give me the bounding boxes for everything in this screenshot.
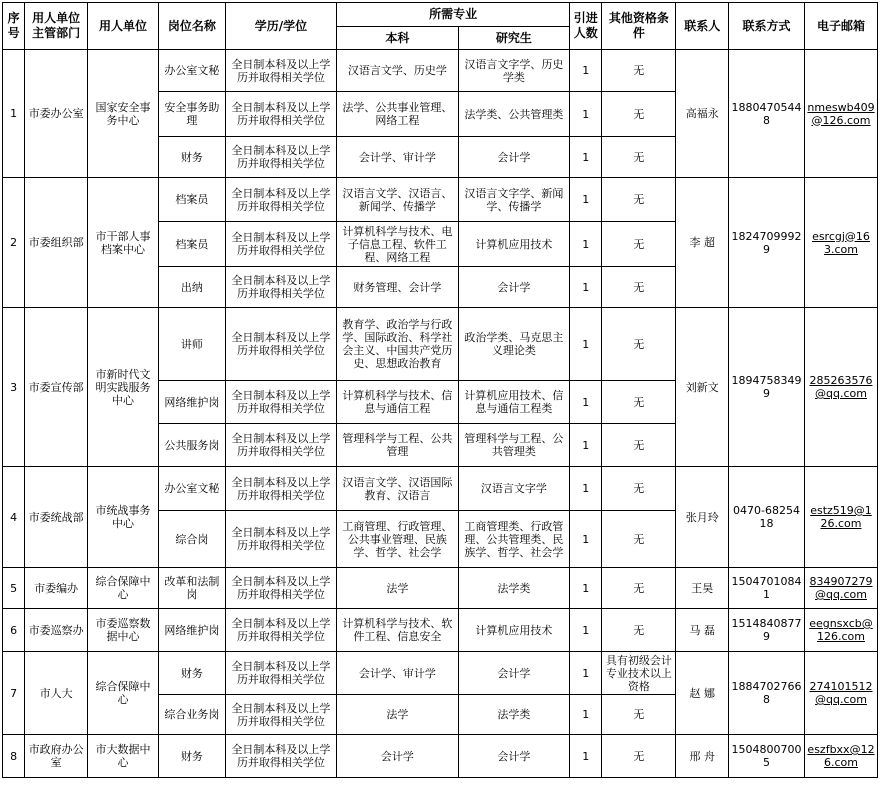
other-requirement-cell: 无 [602,267,676,308]
email-cell [805,652,878,735]
contact-person-cell: 高福永 [676,50,729,178]
postgrad-major-cell: 会计学 [458,652,569,695]
email-link[interactable]: eegnsxcb@126.com [809,617,873,643]
email-link[interactable]: 274101512@qq.com [809,680,873,706]
email-link[interactable]: estz519@126.com [810,504,872,530]
position-cell: 综合业务岗 [158,695,225,735]
other-requirement-cell: 无 [602,137,676,178]
other-requirement-cell: 无 [602,92,676,137]
email-link[interactable]: 834907279@qq.com [809,575,873,601]
education-cell: 全日制本科及以上学历并取得相关学位 [225,695,336,735]
table-body [3,50,878,778]
email-cell [805,568,878,609]
education-cell: 全日制本科及以上学历并取得相关学位 [225,735,336,778]
count-cell: 1 [570,92,602,137]
count-cell: 1 [570,222,602,267]
contact-person-cell: 王昊 [676,568,729,609]
other-requirement-cell: 无 [602,511,676,568]
header-contact: 联系人 [676,3,729,50]
seq-cell: 5 [3,568,25,609]
postgrad-major-cell: 会计学 [458,267,569,308]
dept-cell: 市委宣传部 [25,308,88,467]
email-cell [805,467,878,568]
postgrad-major-cell: 管理科学与工程、公共管理类 [458,424,569,467]
position-cell: 财务 [158,735,225,778]
unit-cell: 市干部人事档案中心 [88,178,159,308]
undergrad-major-cell: 汉语言文学、汉语言、新闻学、传播学 [337,178,459,222]
other-requirement-cell: 无 [602,467,676,511]
phone-cell: 18804705448 [729,50,805,178]
unit-cell: 综合保障中心 [88,568,159,609]
education-cell: 全日制本科及以上学历并取得相关学位 [225,652,336,695]
table-row [3,308,878,381]
undergrad-major-cell: 会计学、审计学 [337,137,459,178]
postgrad-major-cell: 计算机应用技术 [458,222,569,267]
contact-person-cell: 张月玲 [676,467,729,568]
other-requirement-cell: 无 [602,178,676,222]
position-cell: 出纳 [158,267,225,308]
count-cell: 1 [570,735,602,778]
postgrad-major-cell: 法学类 [458,568,569,609]
table-row [3,735,878,778]
education-cell: 全日制本科及以上学历并取得相关学位 [225,467,336,511]
dept-cell: 市委编办 [25,568,88,609]
unit-cell: 市统战事务中心 [88,467,159,568]
other-requirement-cell: 无 [602,308,676,381]
undergrad-major-cell: 汉语言文学、历史学 [337,50,459,92]
position-cell: 办公室文秘 [158,50,225,92]
header-major: 所需专业 [337,3,570,27]
unit-cell: 国家安全事务中心 [88,50,159,178]
count-cell: 1 [570,568,602,609]
postgrad-major-cell: 汉语言文字学、历史学类 [458,50,569,92]
other-requirement-cell: 无 [602,222,676,267]
postgrad-major-cell: 计算机应用技术、信息与通信工程类 [458,381,569,424]
dept-cell: 市委组织部 [25,178,88,308]
other-requirement-cell: 无 [602,424,676,467]
table-row [3,568,878,609]
contact-person-cell: 赵 娜 [676,652,729,735]
postgrad-major-cell: 计算机应用技术 [458,609,569,652]
table-row [3,467,878,511]
education-cell: 全日制本科及以上学历并取得相关学位 [225,222,336,267]
table-row [3,609,878,652]
undergrad-major-cell: 法学、公共事业管理、网络工程 [337,92,459,137]
dept-cell: 市委巡察办 [25,609,88,652]
postgrad-major-cell: 汉语言文字学 [458,467,569,511]
phone-cell: 18247099929 [729,178,805,308]
education-cell: 全日制本科及以上学历并取得相关学位 [225,308,336,381]
unit-cell: 市委巡察数据中心 [88,609,159,652]
education-cell: 全日制本科及以上学历并取得相关学位 [225,50,336,92]
seq-cell: 4 [3,467,25,568]
count-cell: 1 [570,424,602,467]
count-cell: 1 [570,511,602,568]
education-cell: 全日制本科及以上学历并取得相关学位 [225,267,336,308]
table-row [3,178,878,222]
phone-cell: 15148408779 [729,609,805,652]
position-cell: 安全事务助理 [158,92,225,137]
undergrad-major-cell: 计算机科学与技术、软件工程、信息安全 [337,609,459,652]
header-undergrad: 本科 [337,27,459,50]
position-cell: 公共服务岗 [158,424,225,467]
education-cell: 全日制本科及以上学历并取得相关学位 [225,381,336,424]
undergrad-major-cell: 汉语言文学、汉语国际教育、汉语言 [337,467,459,511]
count-cell: 1 [570,695,602,735]
position-cell: 网络维护岗 [158,609,225,652]
header-unit: 用人单位 [88,3,159,50]
header-education: 学历/学位 [225,3,336,50]
position-cell: 档案员 [158,178,225,222]
count-cell: 1 [570,381,602,424]
postgrad-major-cell: 会计学 [458,735,569,778]
postgrad-major-cell: 会计学 [458,137,569,178]
header-dept: 用人单位主管部门 [25,3,88,50]
contact-person-cell: 邢 舟 [676,735,729,778]
dept-cell: 市委办公室 [25,50,88,178]
education-cell: 全日制本科及以上学历并取得相关学位 [225,511,336,568]
count-cell: 1 [570,178,602,222]
email-cell [805,178,878,308]
undergrad-major-cell: 法学 [337,568,459,609]
other-requirement-cell: 无 [602,735,676,778]
education-cell: 全日制本科及以上学历并取得相关学位 [225,424,336,467]
other-requirement-cell: 无 [602,381,676,424]
position-cell: 讲师 [158,308,225,381]
undergrad-major-cell: 会计学 [337,735,459,778]
undergrad-major-cell: 计算机科学与技术、信息与通信工程 [337,381,459,424]
undergrad-major-cell: 工商管理、行政管理、公共事业管理、民族学、哲学、社会学 [337,511,459,568]
seq-cell: 6 [3,609,25,652]
other-requirement-cell: 无 [602,609,676,652]
header-other: 其他资格条件 [602,3,676,50]
email-link[interactable]: nmeswb409@126.com [807,100,875,127]
position-cell: 改革和法制岗 [158,568,225,609]
other-requirement-cell: 无 [602,568,676,609]
position-cell: 档案员 [158,222,225,267]
header-phone: 联系方式 [729,3,805,50]
seq-cell: 7 [3,652,25,735]
email-cell [805,735,878,778]
count-cell: 1 [570,308,602,381]
email-link[interactable]: 285263576@qq.com [809,374,873,400]
count-cell: 1 [570,652,602,695]
dept-cell: 市政府办公室 [25,735,88,778]
postgrad-major-cell: 工商管理类、行政管理、公共管理类、民族学、哲学、社会学 [458,511,569,568]
count-cell: 1 [570,609,602,652]
postgrad-major-cell: 法学类、公共管理类 [458,92,569,137]
phone-cell: 18947583499 [729,308,805,467]
count-cell: 1 [570,267,602,308]
seq-cell: 2 [3,178,25,308]
header-email: 电子邮箱 [805,3,878,50]
position-cell: 办公室文秘 [158,467,225,511]
postgrad-major-cell: 政治学类、马克思主义理论类 [458,308,569,381]
postgrad-major-cell: 法学类 [458,695,569,735]
header-seq: 序号 [3,3,25,50]
position-cell: 网络维护岗 [158,381,225,424]
header-position: 岗位名称 [158,3,225,50]
header-count: 引进人数 [570,3,602,50]
email-link[interactable]: eszfbxx@126.com [807,743,875,769]
email-cell [805,308,878,467]
phone-cell: 15047010841 [729,568,805,609]
email-cell [805,50,878,178]
undergrad-major-cell: 管理科学与工程、公共管理 [337,424,459,467]
recruitment-table [2,2,878,778]
education-cell: 全日制本科及以上学历并取得相关学位 [225,178,336,222]
table-header [3,3,878,50]
undergrad-major-cell: 会计学、审计学 [337,652,459,695]
table-row [3,652,878,695]
postgrad-major-cell: 汉语言文字学、新闻学、传播学 [458,178,569,222]
other-requirement-cell: 具有初级会计专业技术以上资格 [602,652,676,695]
education-cell: 全日制本科及以上学历并取得相关学位 [225,609,336,652]
dept-cell: 市委统战部 [25,467,88,568]
phone-cell: 18847027668 [729,652,805,735]
education-cell: 全日制本科及以上学历并取得相关学位 [225,137,336,178]
position-cell: 财务 [158,652,225,695]
unit-cell: 综合保障中心 [88,652,159,735]
undergrad-major-cell: 教育学、政治学与行政学、国际政治、科学社会主义、中国共产党历史、思想政治教育 [337,308,459,381]
unit-cell: 市大数据中心 [88,735,159,778]
header-postgrad: 研究生 [458,27,569,50]
seq-cell: 1 [3,50,25,178]
undergrad-major-cell: 法学 [337,695,459,735]
dept-cell: 市人大 [25,652,88,735]
email-link[interactable]: esrcgj@163.com [812,229,870,256]
education-cell: 全日制本科及以上学历并取得相关学位 [225,92,336,137]
count-cell: 1 [570,137,602,178]
contact-person-cell: 马 磊 [676,609,729,652]
other-requirement-cell: 无 [602,50,676,92]
seq-cell: 8 [3,735,25,778]
undergrad-major-cell: 计算机科学与技术、电子信息工程、软件工程、网络工程 [337,222,459,267]
email-cell [805,609,878,652]
count-cell: 1 [570,467,602,511]
seq-cell: 3 [3,308,25,467]
education-cell: 全日制本科及以上学历并取得相关学位 [225,568,336,609]
position-cell: 财务 [158,137,225,178]
table-row [3,50,878,92]
undergrad-major-cell: 财务管理、会计学 [337,267,459,308]
position-cell: 综合岗 [158,511,225,568]
other-requirement-cell: 无 [602,695,676,735]
contact-person-cell: 刘新文 [676,308,729,467]
contact-person-cell: 李 超 [676,178,729,308]
phone-cell: 0470-6825418 [729,467,805,568]
unit-cell: 市新时代文明实践服务中心 [88,308,159,467]
phone-cell: 15048007005 [729,735,805,778]
count-cell: 1 [570,50,602,92]
